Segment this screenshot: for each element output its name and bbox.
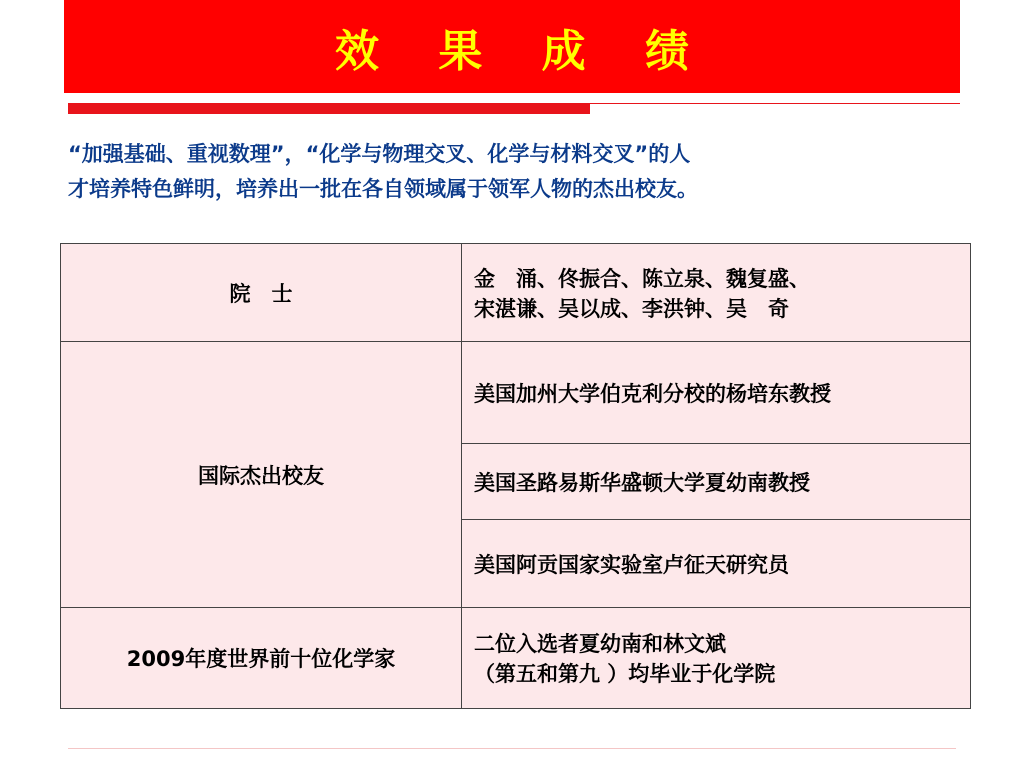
row-label: 2009年度世界前十位化学家 bbox=[61, 608, 462, 709]
value-line: （第五和第九 ）均毕业于化学院 bbox=[474, 662, 776, 686]
row-label: 院 士 bbox=[61, 244, 462, 342]
intro-line: 才培养特色鲜明，培养出一批在各自领域属于领军人物的杰出校友。 bbox=[68, 177, 698, 201]
page-title: 效 果 成 绩 bbox=[335, 25, 711, 77]
footer-divider bbox=[68, 748, 956, 749]
row-value bbox=[462, 244, 971, 342]
accent-line bbox=[590, 103, 960, 104]
row-value bbox=[462, 608, 971, 709]
value-line: 金 涌、佟振合、陈立泉、魏复盛、 bbox=[474, 266, 810, 291]
table-row bbox=[61, 244, 971, 342]
table-row bbox=[61, 608, 971, 709]
intro-line: “加强基础、重视数理”，“化学与物理交叉、化学与材料交叉”的人 bbox=[68, 142, 691, 166]
value-line: 宋湛谦、吴以成、李洪钟、吴 奇 bbox=[474, 296, 789, 321]
row-value: 美国圣路易斯华盛顿大学夏幼南教授 bbox=[462, 444, 971, 520]
title-banner bbox=[64, 0, 960, 93]
accent-bar bbox=[68, 103, 590, 114]
intro-paragraph bbox=[68, 137, 954, 207]
table-row bbox=[61, 342, 971, 444]
row-label: 国际杰出校友 bbox=[61, 342, 462, 608]
row-value: 美国加州大学伯克利分校的杨培东教授 bbox=[462, 342, 971, 444]
row-value: 美国阿贡国家实验室卢征天研究员 bbox=[462, 520, 971, 608]
achievements-table bbox=[60, 243, 971, 709]
value-line: 二位入选者夏幼南和林文斌 bbox=[474, 632, 726, 656]
